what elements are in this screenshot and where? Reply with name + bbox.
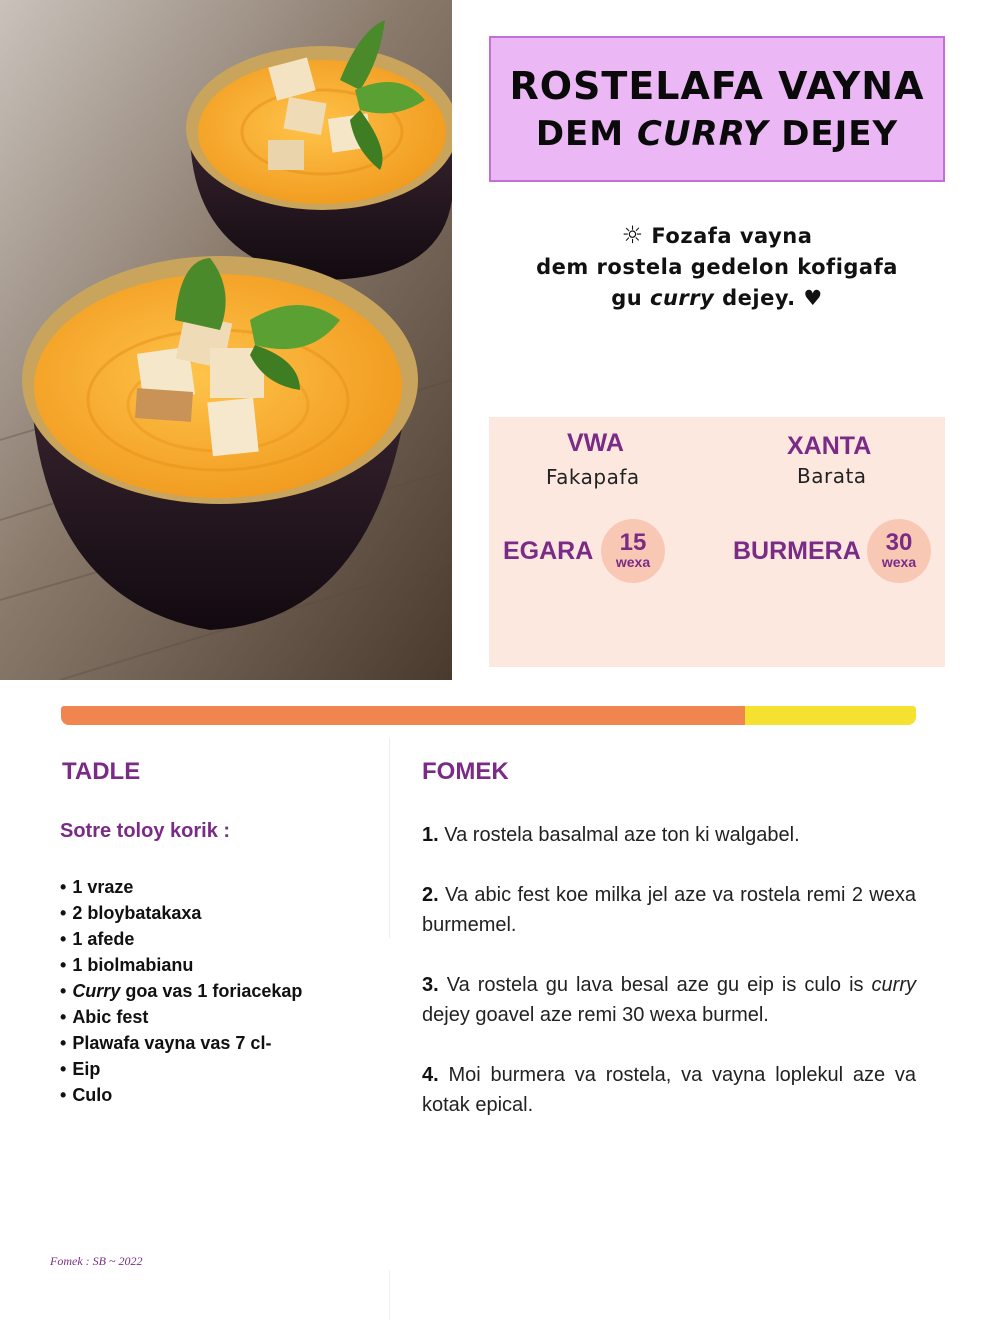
tagline-line3-italic: curry [650,286,715,310]
prep-time-value: 15 [619,529,647,556]
title-line2-italic: CURRY [636,114,769,154]
step-text: Va abic fest koe milka jel aze va rostela remi 2 wexa burmemel. [422,884,916,936]
ingredient-item [60,926,302,952]
method-step [422,820,916,850]
ingredient-text: 1 vraze [72,877,134,897]
cook-time-value: 30 [885,529,913,556]
progress-bar-yellow [745,706,916,725]
step-number: 2. [422,884,439,906]
ingredients-subheading: Sotre toloy korik : [60,820,231,842]
ingredient-item [60,1004,302,1030]
recipe-title-line1: ROSTELAFA VAYNA [509,64,925,108]
cook-time-label: BURMERA [733,537,861,565]
ingredient-item [60,978,302,1004]
footer-credit: Fomek : SB ~ 2022 [50,1254,143,1268]
ingredient-text: 1 afede [72,929,135,949]
method-heading: FOMEK [422,758,509,785]
ingredient-text: Abic fest [72,1007,149,1027]
title-line2-pre: DEM [535,114,637,154]
ingredient-text: Eip [72,1059,101,1079]
sun-icon: ☼ [621,221,644,249]
ingredient-text: goa vas 1 foriacekap [120,981,303,1001]
ingredients-list [60,874,302,1108]
title-line2-post: DEJEY [768,114,899,154]
step-italic: curry [871,974,916,996]
column-divider-bottom [389,1270,390,1320]
step-number: 4. [422,1064,439,1086]
ingredient-item [60,1030,302,1056]
ingredient-text: Culo [72,1085,113,1105]
method-step [422,880,916,940]
tagline-line2: dem rostela gedelon kofigafa [536,255,898,279]
ingredient-item [60,1082,302,1108]
ingredient-item [60,874,302,900]
prep-time-badge [601,519,665,583]
prep-time-label: EGARA [503,537,594,565]
recipe-tagline [489,220,945,314]
soup-photo [0,0,452,680]
prep-time-unit: wexa [615,554,651,570]
ingredients-heading: TADLE [62,758,141,785]
recipe-info-box [489,417,945,667]
ingredient-text: Plawafa vayna vas 7 cl- [72,1033,272,1053]
method-step [422,970,916,1030]
step-text: Moi burmera va rostela, va vayna loplekul aze va kotak epical. [422,1064,916,1116]
step-number: 1. [422,824,439,846]
cook-time-badge [867,519,931,583]
column-divider [389,738,390,938]
tagline-line3 [489,283,945,314]
ingredient-item [60,952,302,978]
difficulty-value: Fakapafa [546,465,640,489]
cook-time-unit: wexa [881,554,917,570]
tagline-line3-post: dejey. ♥ [714,286,823,310]
recipe-title-box [489,36,945,182]
progress-bar-orange [61,706,745,725]
step-text: Va rostela gu lava besal aze gu eip is culo is [438,974,872,996]
ingredient-italic: Curry [72,981,121,1001]
tagline-line1-text: Fozafa vayna [651,224,813,248]
decorative-progress-bar [61,706,916,725]
step-number: 3. [422,974,439,996]
ingredient-text: 1 biolmabianu [72,955,194,975]
step-text-post: dejey goavel aze remi 30 wexa burmel. [422,1004,769,1026]
tagline-line1 [489,220,945,252]
ingredient-item [60,900,302,926]
cost-value: Barata [797,464,867,488]
cost-label: XANTA [787,432,872,460]
tagline-line3-pre: gu [611,286,651,310]
recipe-title-line2 [536,111,898,157]
difficulty-label: VWA [567,429,624,457]
step-text: Va rostela basalmal aze ton ki walgabel. [438,824,800,846]
method-steps [422,820,916,1150]
ingredient-text: 2 bloybatakaxa [72,903,202,923]
ingredient-item [60,1056,302,1082]
method-step [422,1060,916,1120]
